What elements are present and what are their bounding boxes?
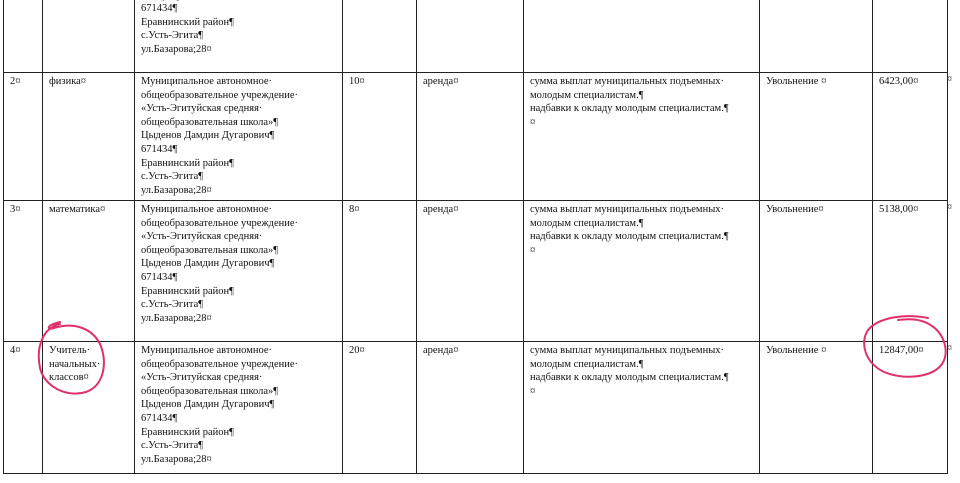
cell-housing: аренда¤ — [417, 201, 524, 342]
cell-hours: 8¤ — [343, 201, 417, 342]
benefit-line: ¤ — [530, 244, 536, 256]
school-line: Цыденов Дамдин Дугарович¶ — [141, 130, 275, 142]
school-line: общеобразовательное учреждение· — [141, 89, 299, 101]
school-line: 671434¶ — [141, 412, 178, 424]
school-line: Муниципальное автономное· — [141, 204, 273, 215]
vacancy-table — [3, 0, 948, 474]
school-line: с.Усть-Эгита¶ — [141, 171, 203, 183]
school-line: с.Усть-Эгита¶ — [141, 299, 203, 311]
school-line: ул.Базарова;28¤ — [141, 43, 212, 55]
school-line: Еравнинский район¶ — [141, 426, 234, 438]
school-line: 671434¶ — [141, 143, 178, 155]
cell-housing — [417, 0, 524, 73]
school-line: Муниципальное автономное· — [141, 76, 273, 87]
cell-salary: 6423,00¤ — [873, 73, 948, 201]
school-line: общеобразовательная школа»¶ — [141, 244, 279, 256]
document-page — [3, 0, 947, 471]
cell-salary: 12847,00¤ — [873, 342, 948, 474]
cell-subject — [43, 342, 135, 474]
benefit-line: сумма выплат муниципальных подъемных· — [530, 76, 724, 87]
school-line: «Усть-Эгитуйская средняя· — [141, 372, 263, 384]
school-line: «Усть-Эгитуйская средняя· — [141, 103, 263, 115]
school-line: общеобразовательное учреждение· — [141, 358, 299, 370]
school-line: общеобразовательное учреждение· — [141, 217, 299, 229]
benefit-line: сумма выплат муниципальных подъемных· — [530, 345, 724, 356]
benefit-line: молодым специалистам.¶ — [530, 217, 644, 229]
cell-hours: 10¤ — [343, 73, 417, 201]
cell-reason: Увольнение ¤ — [760, 342, 873, 474]
cell-num — [4, 0, 43, 73]
row-end-mark: ¤ — [947, 202, 952, 213]
school-line: Еравнинский район¶ — [141, 285, 234, 297]
cell-school — [135, 73, 343, 201]
cell-benefits — [524, 342, 760, 474]
benefit-line: ¤ — [530, 385, 536, 397]
cell-reason: Увольнение ¤ — [760, 73, 873, 201]
school-line: Еравнинский район¶ — [141, 157, 234, 169]
benefit-line: надбавки к окладу молодым специалистам.¶ — [530, 372, 729, 384]
subject-line: Учитель· — [49, 345, 91, 356]
cell-school — [135, 342, 343, 474]
school-line: 671434¶ — [141, 271, 178, 283]
cell-benefits — [524, 201, 760, 342]
school-line: ул.Базарова;28¤ — [141, 453, 212, 465]
subject-line: классов¤ — [49, 372, 89, 384]
table-row — [4, 342, 948, 474]
benefit-line: надбавки к окладу молодым специалистам.¶ — [530, 103, 729, 115]
cell-salary: 5138,00¤ — [873, 201, 948, 342]
cell-hours: 20¤ — [343, 342, 417, 474]
subject-line: начальных· — [49, 358, 101, 370]
school-line: Цыденов Дамдин Дугарович¶ — [141, 399, 275, 411]
school-line: Муниципальное автономное· — [141, 345, 273, 356]
cell-reason — [760, 0, 873, 73]
cell-subject — [43, 0, 135, 73]
benefit-line: надбавки к окладу молодым специалистам.¶ — [530, 231, 729, 243]
table-row-fragment — [4, 0, 948, 73]
school-line: ул.Базарова;28¤ — [141, 184, 212, 196]
benefit-line: сумма выплат муниципальных подъемных· — [530, 204, 724, 215]
cell-housing: аренда¤ — [417, 342, 524, 474]
cell-benefits — [524, 73, 760, 201]
school-line: общеобразовательная школа»¶ — [141, 385, 279, 397]
cell-subject: математика¤ — [43, 201, 135, 342]
row-end-mark: ¤ — [947, 74, 952, 85]
cell-housing: аренда¤ — [417, 73, 524, 201]
cell-reason: Увольнение¤ — [760, 201, 873, 342]
table-row — [4, 73, 948, 201]
school-line: Цыденов Дамдин Дугарович¶ — [141, 258, 275, 270]
school-line: с.Усть-Эгита¶ — [141, 440, 203, 452]
table-row — [4, 201, 948, 342]
school-line: 671434¶ — [141, 3, 178, 15]
school-line: с.Усть-Эгита¶ — [141, 30, 203, 42]
cell-hours — [343, 0, 417, 73]
benefit-line: молодым специалистам.¶ — [530, 358, 644, 370]
cell-school — [135, 201, 343, 342]
cell-num: 2¤ — [4, 73, 43, 201]
benefit-line: ¤ — [530, 116, 536, 128]
row-end-mark: ¤ — [947, 343, 952, 354]
school-line: «Усть-Эгитуйская средняя· — [141, 231, 263, 243]
school-line: Еравнинский район¶ — [141, 16, 234, 28]
cell-num: 3¤ — [4, 201, 43, 342]
benefit-line: молодым специалистам.¶ — [530, 89, 644, 101]
school-line: ул.Базарова;28¤ — [141, 312, 212, 324]
cell-num: 4¤ — [4, 342, 43, 474]
school-line: общеобразовательная школа»¶ — [141, 116, 279, 128]
cell-salary — [873, 0, 948, 73]
cell-school — [135, 0, 343, 73]
cell-subject: физика¤ — [43, 73, 135, 201]
cell-benefits — [524, 0, 760, 73]
